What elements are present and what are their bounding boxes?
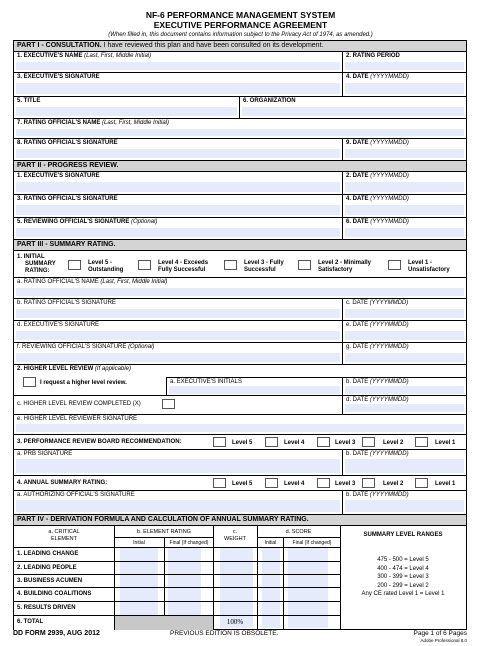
- rating-official-name-field[interactable]: 7. RATING OFFICIAL'S NAME (Last, First, Middle Initial): [14, 119, 466, 138]
- executive-signature-field[interactable]: d. EXECUTIVE'S SIGNATURE: [14, 321, 342, 342]
- date-field[interactable]: b. DATE (YYYYMMDD): [342, 377, 466, 396]
- executive-signature-field[interactable]: 1. EXECUTIVE'S SIGNATURE: [14, 172, 342, 194]
- total-weight: 100%: [226, 618, 244, 626]
- level3-checkbox[interactable]: [224, 260, 237, 270]
- form-title: NF-6 PERFORMANCE MANAGEMENT SYSTEM: [145, 10, 336, 20]
- col-critical-element: a. CRITICAL ELEMENT: [48, 529, 80, 542]
- prb-level3-checkbox[interactable]: [317, 437, 330, 447]
- annual-level5-checkbox[interactable]: [213, 478, 226, 488]
- date-field[interactable]: b. DATE (YYYYMMDD): [342, 450, 466, 475]
- date-field[interactable]: 9. DATE (YYYYMMDD): [342, 139, 466, 160]
- level2-checkbox[interactable]: [298, 260, 311, 270]
- rating-official-name-field[interactable]: a. RATING OFFICIAL'S NAME (Last, First, Middle Initial): [14, 278, 466, 298]
- part1-statement: I have reviewed this plan and have been consulted on its development.: [103, 42, 324, 49]
- privacy-notice: (When filled in, this document contains information subject to the Privacy Act of 1974, as amended.): [108, 32, 373, 38]
- table-row: 3. BUSINESS ACUMEN: [17, 578, 83, 584]
- rating-official-signature-field[interactable]: 3. RATING OFFICIAL'S SIGNATURE: [14, 195, 342, 217]
- col-weight: c. WEIGHT: [224, 529, 246, 542]
- summary-level-ranges-title: SUMMARY LEVEL RANGES: [363, 532, 443, 538]
- initial-summary-rating-row: 1. INITIAL SUMMARY RATING: Level 5 - Outstanding Level 4 - Exceeds Fully Successful Level 3 - Fully Successful Level 2 - Minimally Satisfactory Level 1 - Unsatisfactory: [14, 251, 466, 278]
- reviewing-official-signature-field[interactable]: f. REVIEWING OFFICIAL'S SIGNATURE (Optional): [14, 343, 342, 364]
- date-field[interactable]: 2. DATE (YYYYMMDD): [342, 172, 466, 194]
- annual-level3-checkbox[interactable]: [317, 478, 330, 488]
- date-field[interactable]: g. DATE (YYYYMMDD): [342, 343, 466, 364]
- date-field[interactable]: 6. DATE (YYYYMMDD): [342, 218, 466, 239]
- higher-level-review-completed: c. HIGHER LEVEL REVIEW COMPLETED (X): [14, 396, 342, 414]
- organization-field[interactable]: 6. ORGANIZATION: [239, 97, 466, 118]
- level4-checkbox[interactable]: [138, 260, 151, 270]
- higher-review-checkbox[interactable]: [23, 377, 36, 387]
- part1-header: [14, 41, 466, 52]
- annual-level2-checkbox[interactable]: [362, 478, 375, 488]
- table-row: 1. LEADING CHANGE: [17, 551, 79, 557]
- summary-level-ranges: 475 - 500 = Level 5 400 - 474 = Level 4 300 - 399 = Level 3 200 - 299 = Level 2 Any CE rated Level 1 = Level 1: [361, 557, 445, 597]
- part2-header: PART II - PROGRESS REVIEW.: [14, 161, 466, 172]
- table-row: 6. TOTAL: [17, 619, 44, 625]
- annual-summary-rating-row: 4. ANNUAL SUMMARY RATING: Level 5 Level 4 Level 3 Level 2 Level 1: [14, 476, 466, 491]
- form-number: DD FORM 2939, AUG 2012: [13, 630, 100, 637]
- authorizing-official-signature-field[interactable]: a. AUTHORIZING OFFICIAL'S SIGNATURE: [14, 491, 342, 514]
- prb-level2-checkbox[interactable]: [362, 437, 375, 447]
- table-row: 5. RESULTS DRIVEN: [17, 605, 76, 611]
- level1-checkbox[interactable]: [388, 260, 401, 270]
- date-field[interactable]: 4. DATE (YYYYMMDD): [342, 73, 466, 96]
- rating-official-signature-field[interactable]: 8. RATING OFFICIAL'S SIGNATURE: [14, 139, 342, 160]
- part1-heading: PART I - CONSULTATION.: [17, 42, 102, 49]
- prb-level1-checkbox[interactable]: [415, 437, 428, 447]
- prb-level5-checkbox[interactable]: [213, 437, 226, 447]
- page-number: Page 1 of 6 Pages: [413, 630, 467, 637]
- rating-period-field[interactable]: 2. RATING PERIOD: [342, 52, 466, 72]
- level5-checkbox[interactable]: [68, 260, 81, 270]
- title-field[interactable]: 5. TITLE: [14, 97, 239, 118]
- annual-level1-checkbox[interactable]: [415, 478, 428, 488]
- table-row: 2. LEADING PEOPLE: [17, 565, 77, 571]
- form-subtitle: EXECUTIVE PERFORMANCE AGREEMENT: [153, 20, 328, 30]
- executive-name-field[interactable]: 1. EXECUTIVE'S NAME (Last, First, Middle Initial): [14, 52, 342, 72]
- col-score: d. SCORE: [285, 529, 312, 535]
- part4-header: PART IV - DERIVATION FORMULA AND CALCULATION OF ANNUAL SUMMARY RATING.: [14, 515, 466, 526]
- review-completed-checkbox[interactable]: [162, 399, 175, 409]
- initial-summary-rating-label: 1. INITIAL SUMMARY RATING:: [17, 254, 56, 274]
- date-field[interactable]: 4. DATE (YYYYMMDD): [342, 195, 466, 217]
- higher-level-review-request: 2. HIGHER LEVEL REVIEW (If applicable) I request a higher level review.: [17, 366, 131, 386]
- derivation-section: a. CRITICAL ELEMENT b. ELEMENT RATING Initial Final (If changed) c. WEIGHT d. SCORE Initial Final (If changed) 1. LEADING CHANGE 2. LEADING PEOPLE 3. BUSINESS ACUMEN 4. BUILDING COALITIONS 5. RESULTS DRIVEN 6. TOTAL 100% SUMMARY LEVEL RANGES 475 - 500 = Level 5 400 - 474 = Level 4 300 - 399 = Level 3 200 - 299 = Level 2 Any CE rated Level 1 = Level 1: [14, 526, 466, 630]
- prb-level4-checkbox[interactable]: [265, 437, 278, 447]
- col-element-rating: b. ELEMENT RATING: [137, 529, 191, 535]
- part3-header: PART III - SUMMARY RATING.: [14, 240, 466, 251]
- software-note: Adobe Professional 8.0: [420, 638, 467, 643]
- annual-level4-checkbox[interactable]: [265, 478, 278, 488]
- rating-official-signature-field[interactable]: b. RATING OFFICIAL'S SIGNATURE: [14, 299, 342, 320]
- prb-recommendation-row: 3. PERFORMANCE REVIEW BOARD RECOMMENDATION: Level 5 Level 4 Level 3 Level 2 Level 1: [14, 435, 466, 450]
- date-field[interactable]: b. DATE (YYYYMMDD): [342, 491, 466, 514]
- executive-signature-field[interactable]: 3. EXECUTIVE'S SIGNATURE: [14, 73, 342, 96]
- date-field[interactable]: c. DATE (YYYYMMDD): [342, 299, 466, 320]
- executive-initials-field[interactable]: a. EXECUTIVE'S INITIALS: [166, 377, 342, 396]
- date-field[interactable]: d. DATE (YYYYMMDD): [342, 396, 466, 414]
- performance-agreement-form: [13, 40, 467, 630]
- date-field[interactable]: e. DATE (YYYYMMDD): [342, 321, 466, 342]
- obsolete-notice: PREVIOUS EDITION IS OBSOLETE.: [170, 630, 279, 637]
- table-row: 4. BUILDING COALITIONS: [17, 591, 92, 597]
- prb-signature-field[interactable]: a. PRB SIGNATURE: [14, 450, 342, 475]
- higher-level-reviewer-signature-field[interactable]: e. HIGHER LEVEL REVIEWER SIGNATURE: [14, 415, 466, 434]
- reviewing-official-signature-field[interactable]: 5. REVIEWING OFFICIAL'S SIGNATURE (Optional): [14, 218, 342, 239]
